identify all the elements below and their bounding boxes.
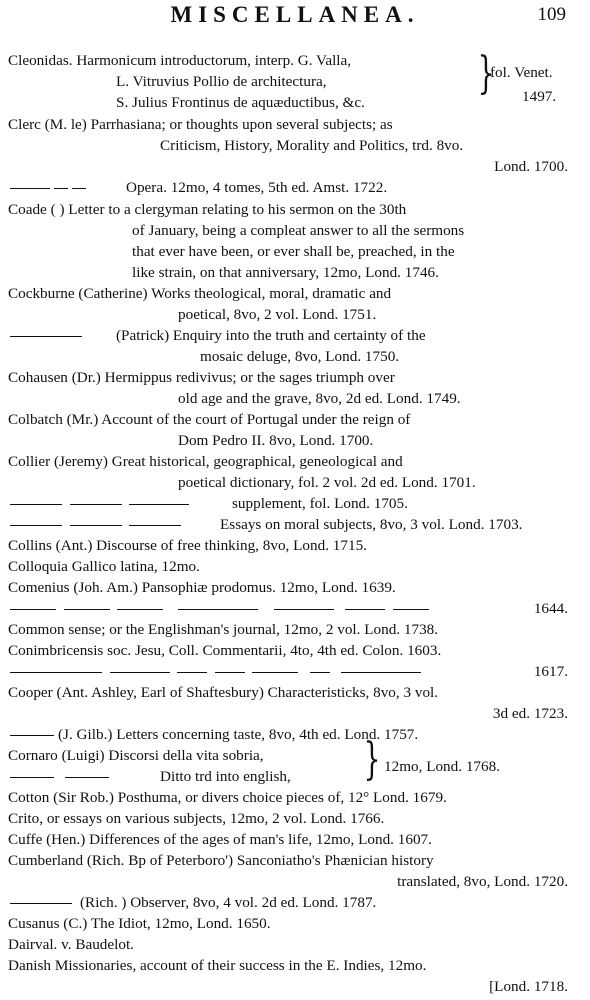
ditto-dash — [10, 177, 86, 198]
entry-text: Cuffe (Hen.) Differences of the ages of man's life, 12mo, Lond. 1607. — [8, 831, 432, 848]
entry-line — [0, 451, 590, 472]
entry-line — [0, 619, 590, 640]
entry-text: L. Vitruvius Pollio de architectura, — [116, 73, 327, 90]
entry-line — [0, 850, 590, 871]
entry-line — [0, 682, 590, 703]
entry-text: of January, being a compleat answer to all the sermons — [132, 222, 465, 239]
entry-line — [0, 346, 590, 367]
entry-text: Conimbricensis soc. Jesu, Coll. Commentarii, 4to, 4th ed. Colon. 1603. — [8, 642, 442, 659]
ditto-dash — [10, 892, 72, 913]
entry-line — [0, 661, 590, 682]
entry-line — [0, 808, 590, 829]
entry-line — [0, 325, 590, 346]
entry-line — [0, 62, 590, 83]
entry-text: mosaic deluge, 8vo, Lond. 1750. — [200, 348, 400, 365]
entry-line — [0, 514, 590, 535]
entry-line — [0, 703, 590, 724]
entry-line — [0, 892, 590, 913]
entry-text: Essays on moral subjects, 8vo, 3 vol. Lond. 1703. — [220, 516, 523, 533]
entry-text: Criticism, History, Morality and Politics, trd. 8vo. — [160, 137, 464, 154]
entry-line — [0, 472, 590, 493]
entry-text: that ever have been, or ever shall be, preached, in the — [132, 243, 455, 260]
entry-line — [0, 640, 590, 661]
entry-line — [0, 577, 590, 598]
entry-line — [0, 787, 590, 808]
entry-text: Dairval. v. Baudelot. — [8, 936, 134, 953]
entry-text: (J. Gilb.) Letters concerning taste, 8vo, 4th ed. Lond. 1757. — [58, 726, 419, 743]
entry-text: Cleonidas. Harmonicum introductorum, interp. G. Valla, — [8, 52, 352, 69]
ditto-dash — [10, 514, 181, 535]
entry-text: fol. Venet. — [490, 64, 553, 81]
entry-line — [0, 114, 590, 135]
entry-text: Cockburne (Catherine) Works theological, moral, dramatic and — [8, 285, 392, 302]
entry-line — [0, 304, 590, 325]
entry-line — [0, 409, 590, 430]
entry-text: translated, 8vo, Lond. 1720. — [397, 873, 568, 890]
entry-text: Clerc (M. le) Parrhasiana; or thoughts upon several subjects; as — [8, 116, 393, 133]
ditto-dash — [10, 493, 189, 514]
entry-text: 12mo, Lond. 1768. — [384, 758, 501, 775]
entry-text: Opera. 12mo, 4 tomes, 5th ed. Amst. 1722. — [126, 179, 388, 196]
entry-line — [0, 913, 590, 934]
brace-glyph: } — [477, 48, 495, 99]
entry-line — [0, 724, 590, 745]
entry-text: Ditto trd into english, — [160, 768, 291, 785]
entry-line — [0, 976, 590, 997]
entry-text: 1617. — [533, 663, 568, 680]
entry-line — [0, 199, 590, 220]
entry-line — [0, 955, 590, 976]
entry-text: Cumberland (Rich. Bp of Peterboro') Sanconiatho's Phænician history — [8, 852, 434, 869]
entry-text: 3d ed. 1723. — [492, 705, 568, 722]
ditto-dash — [10, 724, 54, 745]
entry-text: Colloquia Gallico latina, 12mo. — [8, 558, 200, 575]
entry-line — [0, 283, 590, 304]
entry-text: Collier (Jeremy) Great historical, geographical, geneological and — [8, 453, 403, 470]
entry-line — [0, 220, 590, 241]
entry-text: Dom Pedro II. 8vo, Lond. 1700. — [178, 432, 374, 449]
entry-text: (Rich. ) Observer, 8vo, 4 vol. 2d ed. Lond. 1787. — [80, 894, 377, 911]
entry-text: poetical dictionary, fol. 2 vol. 2d ed. Lond. 1701. — [178, 474, 476, 491]
entry-line — [0, 241, 590, 262]
entry-text: Danish Missionaries, account of their success in the E. Indies, 12mo. — [8, 957, 427, 974]
entry-text: like strain, on that anniversary, 12mo, Lond. 1746. — [132, 264, 439, 281]
entry-line — [0, 556, 590, 577]
entry-text: Cornaro (Luigi) Discorsi della vita sobria, — [8, 747, 264, 764]
entry-text: Lond. 1700. — [494, 158, 568, 175]
ditto-dash — [10, 661, 421, 682]
page-number: 109 — [537, 4, 566, 25]
entry-line — [0, 367, 590, 388]
entry-text: S. Julius Frontinus de aquæductibus, &c. — [116, 94, 365, 111]
entry-line — [0, 262, 590, 283]
entry-line — [0, 430, 590, 451]
entry-line — [0, 756, 590, 777]
ditto-dash — [10, 325, 82, 346]
entry-text: 1644. — [533, 600, 568, 617]
entry-line — [0, 388, 590, 409]
entry-line — [0, 871, 590, 892]
entry-line — [0, 86, 590, 107]
entry-line — [0, 934, 590, 955]
ditto-dash — [10, 598, 429, 619]
entry-text: old age and the grave, 8vo, 2d ed. Lond. 1749. — [178, 390, 461, 407]
entry-line — [0, 135, 590, 156]
entry-text: supplement, fol. Lond. 1705. — [232, 495, 408, 512]
entry-line — [0, 829, 590, 850]
entry-line — [0, 535, 590, 556]
entry-text: [Lond. 1718. — [489, 978, 568, 995]
entry-line — [0, 177, 590, 198]
entry-text: Cusanus (C.) The Idiot, 12mo, Lond. 1650. — [8, 915, 271, 932]
entry-text: Common sense; or the Englishman's journal, 12mo, 2 vol. Lond. 1738. — [8, 621, 439, 638]
entry-text: Crito, or essays on various subjects, 12mo, 2 vol. Lond. 1766. — [8, 810, 385, 827]
entry-text: Cohausen (Dr.) Hermippus redivivus; or the sages triumph over — [8, 369, 395, 386]
entry-text: Cooper (Ant. Ashley, Earl of Shaftesbury) Characteristicks, 8vo, 3 vol. — [8, 684, 439, 701]
entry-line — [0, 493, 590, 514]
running-head: MISCELLANEA. — [170, 2, 420, 27]
entry-line — [0, 598, 590, 619]
entry-text: Collins (Ant.) Discourse of free thinking, 8vo, Lond. 1715. — [8, 537, 367, 554]
entry-text: Colbatch (Mr.) Account of the court of Portugal under the reign of — [8, 411, 411, 428]
entry-line — [0, 156, 590, 177]
entry-text: 1497. — [522, 88, 557, 105]
entry-text: (Patrick) Enquiry into the truth and certainty of the — [116, 327, 426, 344]
brace-glyph: } — [363, 734, 381, 785]
entry-text: Comenius (Joh. Am.) Pansophiæ prodomus. 12mo, Lond. 1639. — [8, 579, 396, 596]
entry-text: Coade ( ) Letter to a clergyman relating to his sermon on the 30th — [8, 201, 407, 218]
entry-text: poetical, 8vo, 2 vol. Lond. 1751. — [178, 306, 377, 323]
entry-text: Cotton (Sir Rob.) Posthuma, or divers choice pieces of, 12° Lond. 1679. — [8, 789, 447, 806]
